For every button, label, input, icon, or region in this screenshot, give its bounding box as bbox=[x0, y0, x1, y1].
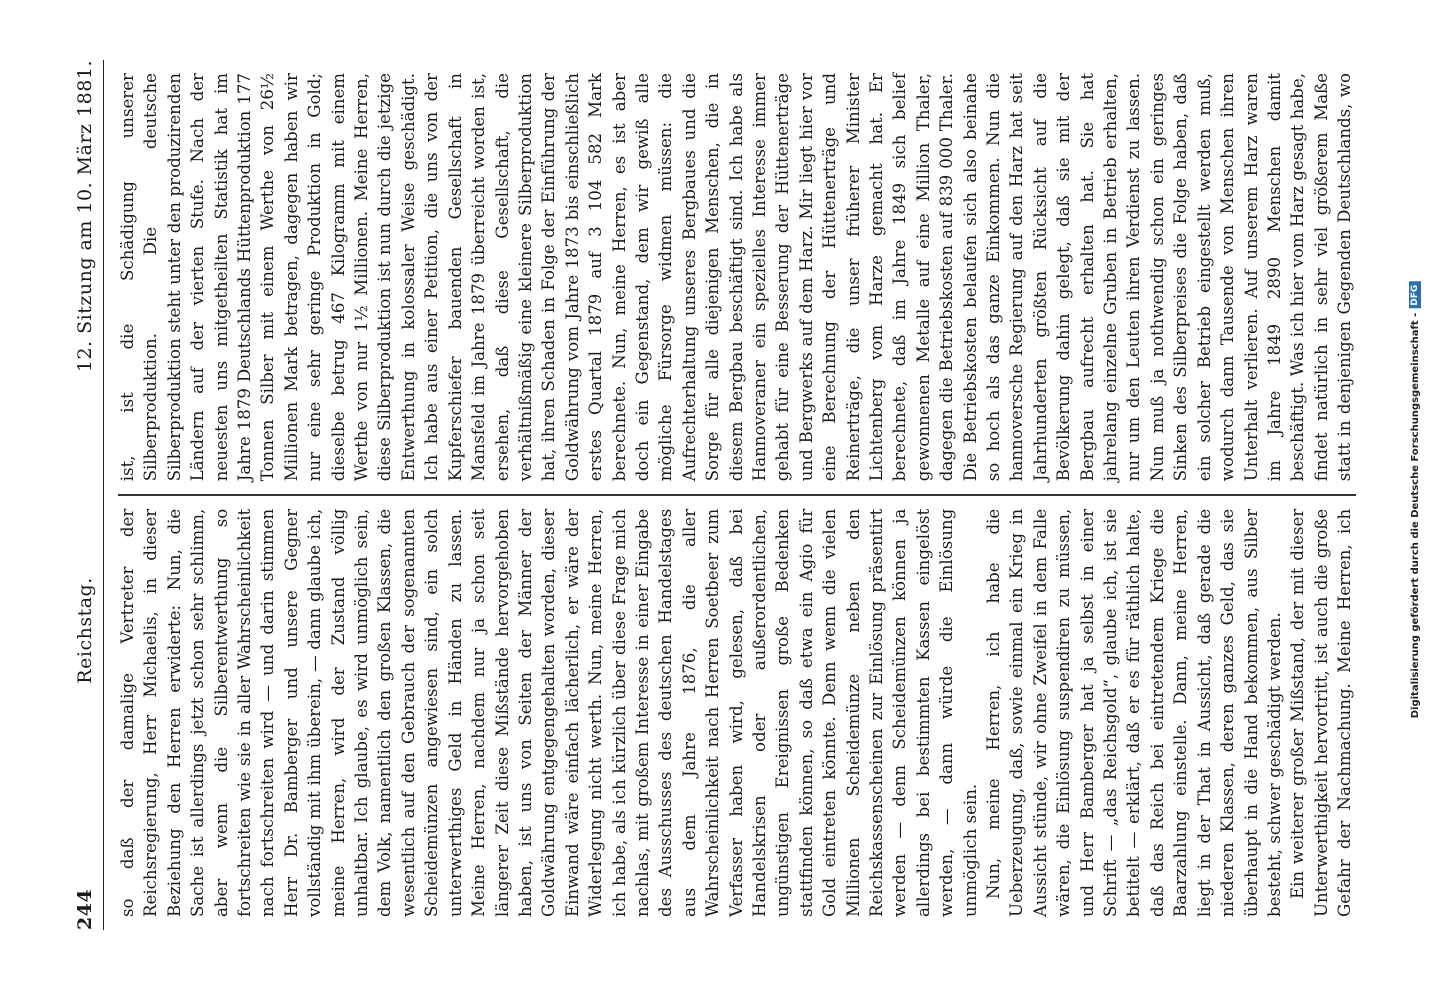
column-left bbox=[116, 496, 1356, 930]
paragraph: Nun, meine Herren, ich habe die Ueberzeugung, daß, sowie einmal ein Krieg in Aussicht stünde, wir ohne Zweifel in dem Falle wären, die Einlösung suspendiren zu müssen, und Herr Bamberger hat ja selbst in einer Schrift — „das Reichsgold“, glaube ich, ist sie betitelt — erklärt, daß er es für räthlich halte, daß das Reich bei eintretendem Kriege die Baarzahlung einstelle. Dann, meine Herren, liegt in der That in Aussicht, daß gerade die niederen Klassen, deren ganzes Geld, das sie überhaupt in die Hand bekommen, aus Silber besteht, schwer geschädigt werden. bbox=[984, 508, 1284, 917]
dfg-logo-icon: DFG bbox=[1409, 282, 1421, 309]
paragraph: Ein weiterer großer Mißstand, der mit dieser Unterwerthigkeit hervortritt, ist auch die große Gefahr der Nachmachung. Meine Herren, ich bbox=[1288, 508, 1355, 917]
column-divider bbox=[118, 494, 1356, 496]
page-number: 244 bbox=[74, 888, 96, 930]
paragraph: so daß der damalige Vertreter der Reichsregierung, Herr Michaelis, in dieser Beziehung den Herren erwiderte: Nun, die Sache ist allerdings jetzt schon sehr schlimm, aber wenn die Silberentwerthung so fortschreiten wie sie in aller Wahrscheinlichkeit nach fortschreiten wird — und darin stimmen Herr Dr. Bamberger und unsere Gegner vollständig mit ihm überein, — dann glaube ich, meine Herren, wird der Zustand völlig unhaltbar. Ich glaube, es wird unmöglich sein, dem Volk, namentlich den großen Klassen, die wesentlich auf den Gebrauch der sogenannten Scheidemünzen angewiesen sind, ein solch unterwerthiges Geld in Händen zu lassen. Meine Herren, nachdem nur ja schon seit längerer Zeit diese Mißstände hervorgehoben haben, ist uns von Seiten der Männer der Goldwährung entgegengehalten worden, dieser Einwand wäre einfach lächerlich, er wäre der Widerlegung nicht werth. Nun, meine Herren, ich habe, als ich kürzlich über diese Frage mich nachlas, mit großem Interesse in einer Eingabe des Ausschusses des deutschen Handelstages aus dem Jahre 1876, die aller Wahrscheinlichkeit nach Herren Soetbeer zum Verfasser haben wird, gelesen, daß bei Handelskrisen oder außerordentlichen, ungünstigen Ereignissen große Bedenken stattfinden können, so daß etwa ein Agio für Gold eintreten könnte. Denn wenn die vielen Millionen Scheidemünze neben den Reichskassenscheinen zur Einlösung präsentirt werden — denn Scheidemünzen können ja allerdings bei bestimmten Kassen eingelöst werden, — dann würde die Einlösung unmöglich sein. bbox=[118, 508, 980, 917]
running-title: Reichstag. bbox=[74, 577, 96, 684]
column-right bbox=[116, 60, 1356, 494]
stamp-text: Digitalisierung gefördert durch die Deutsche Forschungsgemeinschaft - bbox=[1409, 312, 1421, 719]
text-columns bbox=[116, 60, 1356, 930]
document-page bbox=[46, 30, 1386, 970]
paragraph: ist, ist die Schädigung unserer Silberproduktion. Die deutsche Silberproduktion steht unter den produzirenden Ländern auf der vierten Stufe. Nach der neuesten uns mitgetheilten Statistik hat im Jahre 1879 Deutschlands Hüttenproduktion 177 Tonnen Silber mit einem Werthe von 26½ Millionen Mark betragen, dagegen haben wir nur eine sehr geringe Produktion in Gold; dieselbe betrug 467 Kilogramm mit einem Werthe von nur 1½ Millionen. Meine Herren, diese Silberproduktion ist nun durch die jetzige Entwerthung in kolossaler Weise geschädigt. Ich habe aus einer Petition, die uns von der Kupferschiefer bauenden Gesellschaft in Mansfeld im Jahre 1879 überreicht worden ist, ersehen, daß diese Gesellschaft, die verhältnißmäßig eine kleinere Silberproduktion hat, ihren Schaden in Folge der Einführung der Goldwährung vom Jahre 1873 bis einschließlich erstes Quartal 1879 auf 3 104 582 Mark berechnete. Nun, meine Herren, es ist aber doch ein Gegenstand, dem wir gewiß alle mögliche Fürsorge widmen müssen: die Aufrechterhaltung unseres Bergbaues und die Sorge für alle diejenigen Menschen, die in diesem Bergbau beschäftigt sind. Ich habe als Hannoveraner ein spezielles Interesse immer gehabt für eine Besserung der Hüttenerträge und Bergwerks auf dem Harz. Mir liegt hier vor eine Berechnung der Hüttenerträge und Reinerträge, die unser früherer Minister Lichtenberg vom Harze gemacht hat. Er berechnete, daß im Jahre 1849 sich belief gewonnenen Metalle auf eine Million Thaler, dagegen die Betriebskosten auf 839 000 Thaler. Die Betriebskosten belaufen sich also beinahe so hoch als das ganze Einkommen. Nun die hannoversche Regierung auf den Harz hat seit Jahrhunderten größten Rücksicht auf die Bevölkerung dahin gelegt, daß sie mit der Bergbau aufrecht erhalten hat. Sie hat jahrelang einzelne Gruben in Betrieb erhalten, nur um den Leuten ihren Verdienst zu lassen. Nun muß ja nothwendig schon ein geringes Sinken des Silberpreises die Folge haben, daß ein solcher Betrieb eingestellt werden muß, wodurch dann Tausende von Menschen ihren Unterhalt verlieren. Auf unserem Harz waren im Jahre 1849 2890 Menschen damit beschäftigt. Was ich hier vom Harz gesagt habe, findet natürlich in sehr viel größerem Maße statt in denjenigen Gegenden Deutschlands, wo bbox=[118, 73, 1355, 482]
page-header bbox=[74, 60, 104, 930]
digitization-stamp bbox=[1402, 0, 1428, 1000]
session-date: 12. Sitzung am 10. März 1881. bbox=[74, 60, 96, 373]
